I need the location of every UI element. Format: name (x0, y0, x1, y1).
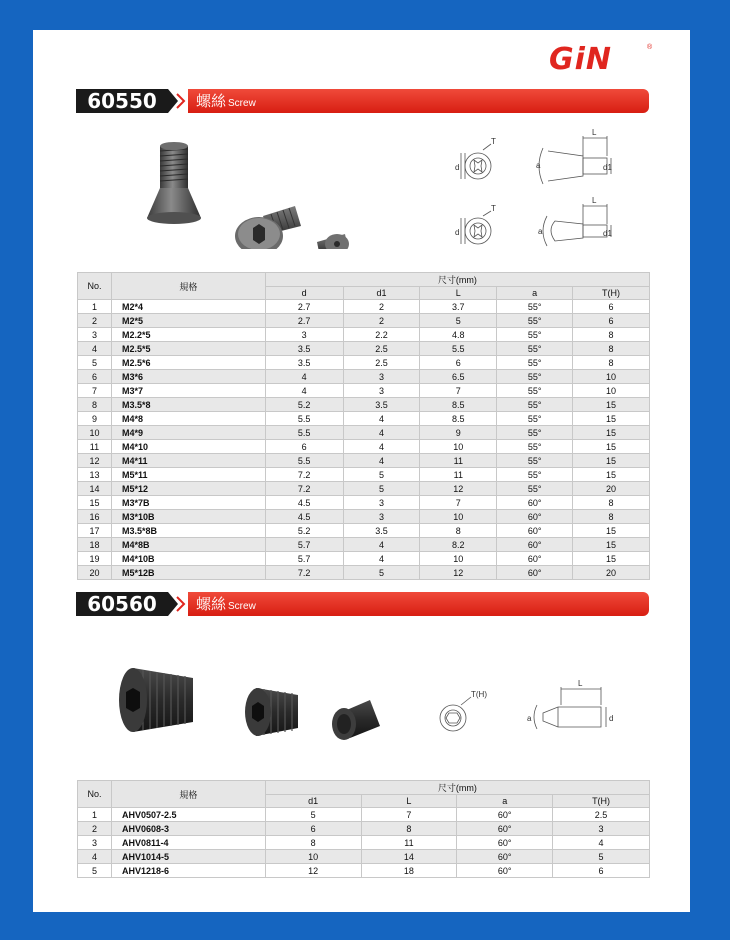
model-cell: M3.5*8 (111, 398, 265, 412)
label-d: d (609, 714, 614, 723)
row-number: 14 (78, 482, 112, 496)
model-cell: AHV0507-2.5 (111, 808, 265, 822)
value-cell: 12 (420, 566, 497, 580)
label-d1: d1 (603, 163, 612, 172)
value-cell: 8 (573, 496, 650, 510)
table-row (78, 538, 650, 552)
chevron-outline-icon (176, 93, 186, 109)
value-cell: 6 (573, 314, 650, 328)
model-cell: M3*7 (111, 384, 265, 398)
table-row (78, 482, 650, 496)
section-title (196, 89, 256, 116)
model-cell: M3.5*8B (111, 524, 265, 538)
model-cell: AHV0811-4 (111, 836, 265, 850)
row-number: 15 (78, 496, 112, 510)
value-cell: 10 (265, 850, 361, 864)
table-row (78, 836, 650, 850)
value-cell: 3 (343, 496, 420, 510)
row-number: 10 (78, 426, 112, 440)
row-number: 16 (78, 510, 112, 524)
table-row (78, 850, 650, 864)
header-L: L (420, 287, 497, 300)
value-cell: 11 (420, 468, 497, 482)
table-row (78, 412, 650, 426)
value-cell: 55° (497, 454, 573, 468)
model-cell: M4*8 (111, 412, 265, 426)
row-number: 11 (78, 440, 112, 454)
model-cell: AHV1218-6 (111, 864, 265, 878)
value-cell: 10 (573, 384, 650, 398)
label-L-2: L (592, 196, 597, 205)
value-cell: 11 (420, 454, 497, 468)
table-row (78, 524, 650, 538)
table-row (78, 398, 650, 412)
row-number: 1 (78, 808, 112, 822)
value-cell: 4.5 (265, 510, 343, 524)
row-number: 7 (78, 384, 112, 398)
value-cell: 4 (343, 412, 420, 426)
screw-photo-60550 (143, 134, 353, 249)
value-cell: 15 (573, 454, 650, 468)
value-cell: 10 (573, 370, 650, 384)
value-cell: 9 (420, 426, 497, 440)
value-cell: 3 (343, 384, 420, 398)
row-number: 5 (78, 864, 112, 878)
logo-registered-mark: ® (647, 44, 653, 51)
title-bar (188, 592, 649, 616)
value-cell: 2.2 (343, 328, 420, 342)
label-TH: T(H) (471, 690, 487, 699)
value-cell: 15 (573, 412, 650, 426)
header-L: L (361, 795, 457, 808)
value-cell: 60° (497, 538, 573, 552)
value-cell: 4 (343, 426, 420, 440)
label-d-2: d (455, 228, 460, 237)
header-TH: T(H) (553, 795, 650, 808)
value-cell: 3.5 (343, 398, 420, 412)
header-no: No. (78, 781, 112, 808)
model-cell: M4*8B (111, 538, 265, 552)
value-cell: 5.7 (265, 552, 343, 566)
header-dimensions: 尺寸(mm) (265, 781, 649, 795)
value-cell: 8.2 (420, 538, 497, 552)
row-number: 1 (78, 300, 112, 314)
header-d1: d1 (265, 795, 361, 808)
header-spec: 規格 (111, 781, 265, 808)
model-cell: M4*11 (111, 454, 265, 468)
value-cell: 5.5 (265, 412, 343, 426)
model-cell: M3*10B (111, 510, 265, 524)
model-cell: M5*12 (111, 482, 265, 496)
table-row (78, 370, 650, 384)
value-cell: 3 (343, 370, 420, 384)
value-cell: 15 (573, 552, 650, 566)
table-row (78, 496, 650, 510)
value-cell: 55° (497, 342, 573, 356)
model-cell: AHV1014-5 (111, 850, 265, 864)
value-cell: 12 (265, 864, 361, 878)
value-cell: 4 (265, 384, 343, 398)
value-cell: 60° (457, 836, 553, 850)
value-cell: 5.2 (265, 398, 343, 412)
value-cell: 3.7 (420, 300, 497, 314)
label-L: L (592, 128, 597, 137)
row-number: 12 (78, 454, 112, 468)
product-code: 60550 (76, 89, 168, 113)
value-cell: 4 (343, 440, 420, 454)
value-cell: 4.5 (265, 496, 343, 510)
value-cell: 5 (343, 566, 420, 580)
value-cell: 5.5 (420, 342, 497, 356)
value-cell: 15 (573, 468, 650, 482)
brand-logo (549, 42, 653, 77)
title-en: Screw (228, 98, 256, 109)
label-T-2: T (491, 204, 496, 213)
section-title (196, 592, 256, 619)
value-cell: 5 (265, 808, 361, 822)
table-row (78, 426, 650, 440)
value-cell: 8 (573, 328, 650, 342)
row-number: 2 (78, 314, 112, 328)
section-header-60560 (76, 592, 649, 616)
model-cell: M5*11 (111, 468, 265, 482)
header-a: a (457, 795, 553, 808)
value-cell: 2 (343, 314, 420, 328)
row-number: 9 (78, 412, 112, 426)
row-number: 18 (78, 538, 112, 552)
value-cell: 15 (573, 440, 650, 454)
value-cell: 55° (497, 412, 573, 426)
value-cell: 60° (457, 808, 553, 822)
value-cell: 4 (343, 538, 420, 552)
value-cell: 3 (343, 510, 420, 524)
value-cell: 20 (573, 566, 650, 580)
model-cell: M2*4 (111, 300, 265, 314)
value-cell: 3.5 (265, 342, 343, 356)
value-cell: 2.5 (343, 356, 420, 370)
model-cell: M2*5 (111, 314, 265, 328)
value-cell: 5 (343, 482, 420, 496)
table-row (78, 314, 650, 328)
label-a: a (527, 714, 532, 723)
value-cell: 15 (573, 538, 650, 552)
header-dimensions: 尺寸(mm) (265, 273, 649, 287)
value-cell: 60° (497, 524, 573, 538)
table-row (78, 356, 650, 370)
table-row (78, 864, 650, 878)
value-cell: 6 (265, 440, 343, 454)
value-cell: 18 (361, 864, 457, 878)
value-cell: 60° (497, 510, 573, 524)
value-cell: 60° (497, 566, 573, 580)
row-number: 8 (78, 398, 112, 412)
screw-diagram-60550 (443, 126, 613, 256)
title-cn: 螺絲 (196, 595, 227, 613)
label-a-2: a (538, 227, 543, 236)
row-number: 17 (78, 524, 112, 538)
value-cell: 4.8 (420, 328, 497, 342)
title-bar (188, 89, 649, 113)
table-row (78, 300, 650, 314)
header-no: No. (78, 273, 112, 300)
value-cell: 55° (497, 328, 573, 342)
value-cell: 6 (553, 864, 650, 878)
value-cell: 7 (420, 384, 497, 398)
value-cell: 55° (497, 482, 573, 496)
row-number: 6 (78, 370, 112, 384)
model-cell: M4*9 (111, 426, 265, 440)
value-cell: 11 (361, 836, 457, 850)
value-cell: 4 (265, 370, 343, 384)
value-cell: 20 (573, 482, 650, 496)
label-d: d (455, 163, 460, 172)
value-cell: 5.7 (265, 538, 343, 552)
value-cell: 10 (420, 552, 497, 566)
value-cell: 6 (265, 822, 361, 836)
row-number: 13 (78, 468, 112, 482)
value-cell: 55° (497, 314, 573, 328)
value-cell: 5.2 (265, 524, 343, 538)
header-d1: d1 (343, 287, 420, 300)
value-cell: 8 (420, 524, 497, 538)
model-cell: M2.5*5 (111, 342, 265, 356)
value-cell: 14 (361, 850, 457, 864)
label-T: T (491, 137, 496, 146)
value-cell: 8 (573, 342, 650, 356)
value-cell: 55° (497, 468, 573, 482)
catalog-page (33, 30, 690, 912)
value-cell: 55° (497, 384, 573, 398)
table-row (78, 440, 650, 454)
value-cell: 60° (457, 850, 553, 864)
model-cell: M5*12B (111, 566, 265, 580)
value-cell: 60° (457, 822, 553, 836)
value-cell: 8.5 (420, 412, 497, 426)
value-cell: 2.7 (265, 314, 343, 328)
value-cell: 15 (573, 426, 650, 440)
row-number: 2 (78, 822, 112, 836)
value-cell: 5 (343, 468, 420, 482)
label-d1-2: d1 (603, 229, 612, 238)
header-a: a (497, 287, 573, 300)
model-cell: M2.5*6 (111, 356, 265, 370)
value-cell: 5 (420, 314, 497, 328)
value-cell: 4 (343, 552, 420, 566)
value-cell: 15 (573, 398, 650, 412)
value-cell: 3.5 (265, 356, 343, 370)
value-cell: 5.5 (265, 426, 343, 440)
value-cell: 8 (265, 836, 361, 850)
row-number: 19 (78, 552, 112, 566)
value-cell: 2.7 (265, 300, 343, 314)
table-row (78, 552, 650, 566)
value-cell: 55° (497, 440, 573, 454)
value-cell: 7.2 (265, 482, 343, 496)
value-cell: 60° (497, 552, 573, 566)
header-d: d (265, 287, 343, 300)
value-cell: 5.5 (265, 454, 343, 468)
value-cell: 7 (361, 808, 457, 822)
value-cell: 60° (497, 496, 573, 510)
model-cell: M2.2*5 (111, 328, 265, 342)
label-a: a (536, 161, 541, 170)
value-cell: 2 (343, 300, 420, 314)
label-L: L (578, 679, 583, 688)
value-cell: 8 (573, 510, 650, 524)
setscrew-diagram-60560 (433, 675, 623, 750)
title-en: Screw (228, 601, 256, 612)
value-cell: 8 (573, 356, 650, 370)
model-cell: M3*7B (111, 496, 265, 510)
table-row (78, 468, 650, 482)
value-cell: 6 (420, 356, 497, 370)
row-number: 4 (78, 850, 112, 864)
row-number: 4 (78, 342, 112, 356)
table-row (78, 566, 650, 580)
value-cell: 3 (553, 822, 650, 836)
value-cell: 6 (573, 300, 650, 314)
row-number: 3 (78, 328, 112, 342)
value-cell: 55° (497, 356, 573, 370)
table-row (78, 384, 650, 398)
model-cell: M4*10B (111, 552, 265, 566)
value-cell: 3 (265, 328, 343, 342)
chevron-outline-icon (176, 596, 186, 612)
table-row (78, 342, 650, 356)
title-cn: 螺絲 (196, 92, 227, 110)
value-cell: 55° (497, 398, 573, 412)
row-number: 3 (78, 836, 112, 850)
value-cell: 7.2 (265, 566, 343, 580)
row-number: 5 (78, 356, 112, 370)
value-cell: 15 (573, 524, 650, 538)
value-cell: 8 (361, 822, 457, 836)
value-cell: 7 (420, 496, 497, 510)
value-cell: 60° (457, 864, 553, 878)
table-row (78, 328, 650, 342)
value-cell: 4 (553, 836, 650, 850)
value-cell: 7.2 (265, 468, 343, 482)
table-row (78, 822, 650, 836)
product-code: 60560 (76, 592, 168, 616)
value-cell: 4 (343, 454, 420, 468)
value-cell: 55° (497, 370, 573, 384)
value-cell: 10 (420, 440, 497, 454)
model-cell: AHV0608-3 (111, 822, 265, 836)
value-cell: 6.5 (420, 370, 497, 384)
value-cell: 8.5 (420, 398, 497, 412)
value-cell: 10 (420, 510, 497, 524)
header-spec: 規格 (111, 273, 265, 300)
section-header-60550 (76, 89, 649, 113)
row-number: 20 (78, 566, 112, 580)
value-cell: 2.5 (553, 808, 650, 822)
value-cell: 12 (420, 482, 497, 496)
setscrew-photo-60560 (98, 660, 388, 750)
header-TH: T(H) (573, 287, 650, 300)
model-cell: M4*10 (111, 440, 265, 454)
table-row (78, 510, 650, 524)
value-cell: 5 (553, 850, 650, 864)
model-cell: M3*6 (111, 370, 265, 384)
value-cell: 3.5 (343, 524, 420, 538)
value-cell: 2.5 (343, 342, 420, 356)
spec-table-60550 (77, 272, 650, 580)
spec-table-60560 (77, 780, 650, 878)
table-row (78, 808, 650, 822)
table-row (78, 454, 650, 468)
logo-text: GiN (549, 42, 613, 77)
value-cell: 55° (497, 300, 573, 314)
value-cell: 55° (497, 426, 573, 440)
